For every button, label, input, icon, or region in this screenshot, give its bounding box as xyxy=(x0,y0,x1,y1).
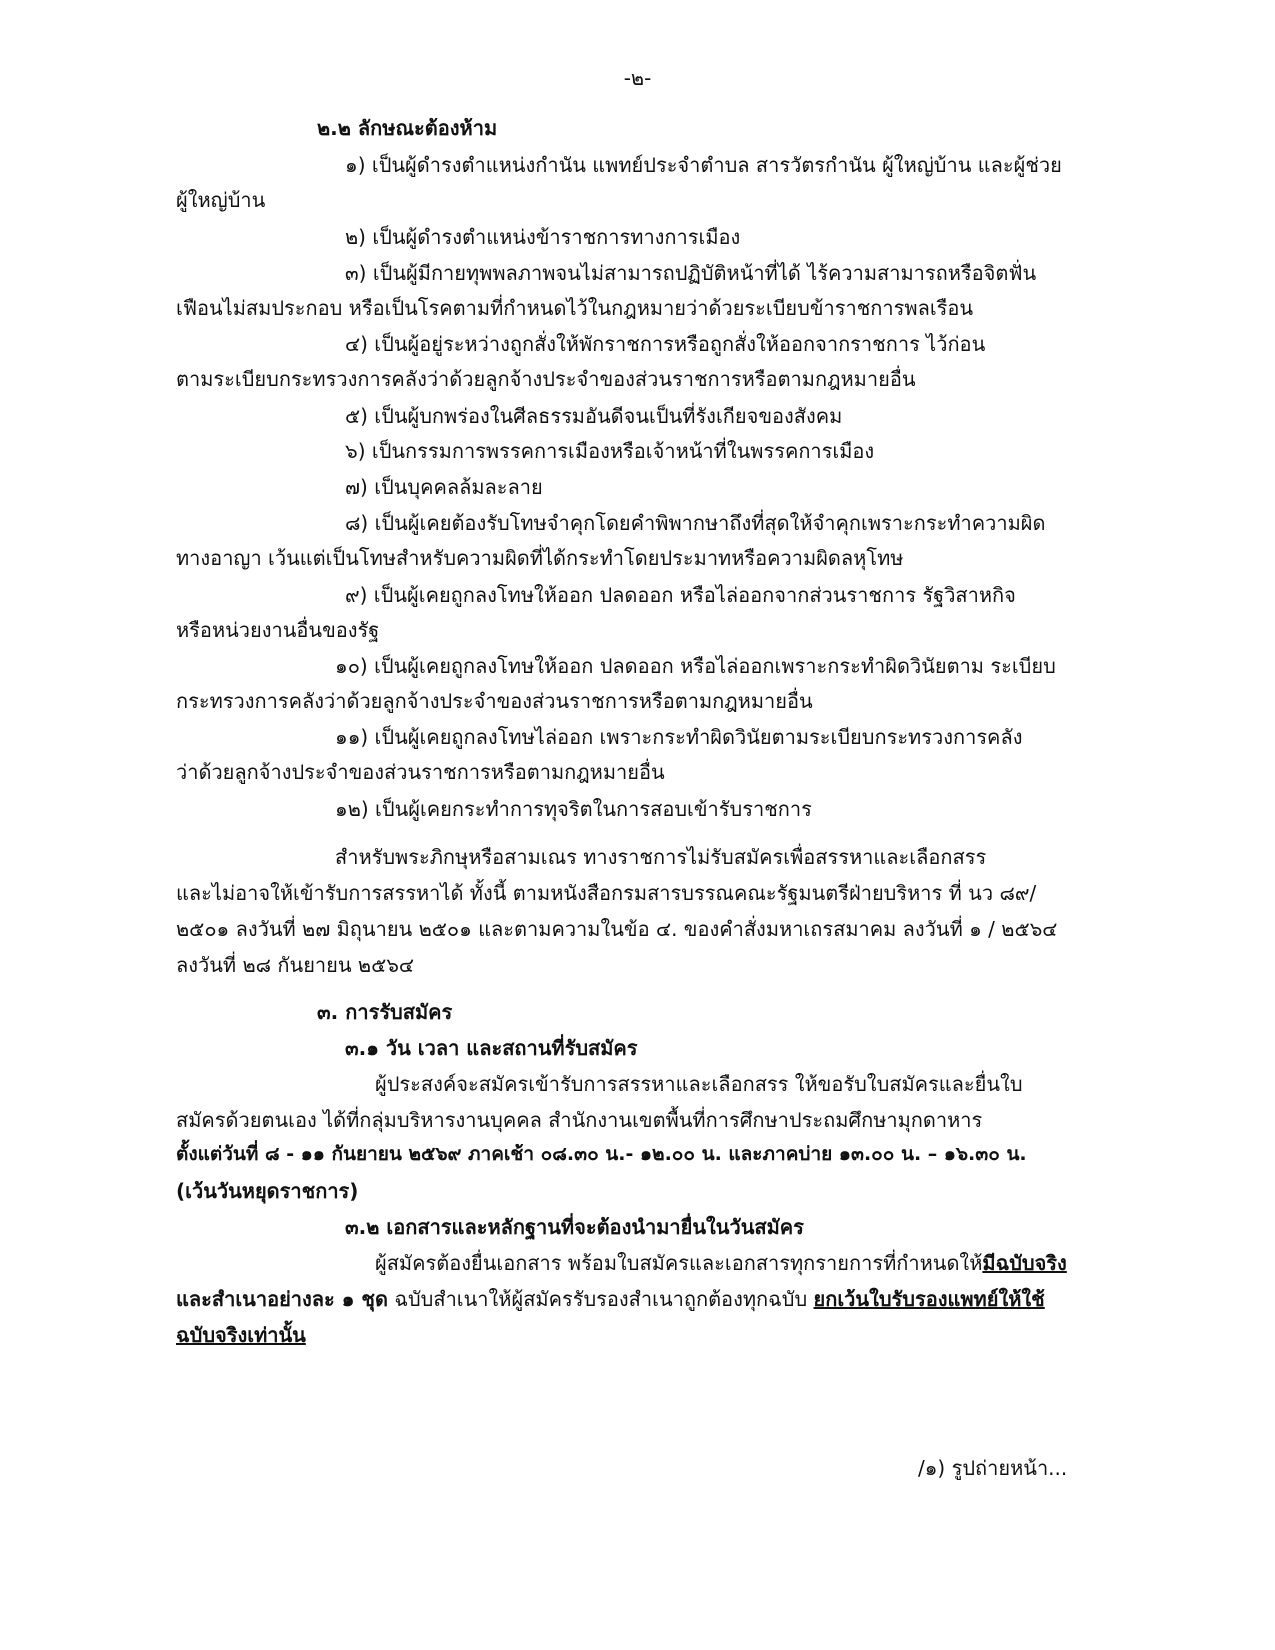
item-9-line-1: ๙) เป็นผู้เคยถูกลงโทษให้ออก ปลดออก หรือไล่ออกจากส่วนราชการ รัฐวิสาหกิจ xyxy=(345,583,1016,607)
section-3-heading: ๓. การรับสมัคร xyxy=(317,1000,453,1024)
item-10-line-2: กระทรวงการคลังว่าด้วยลูกจ้างประจำของส่วนราชการหรือตามกฎหมายอื่น xyxy=(176,689,813,713)
page-number: -๒- xyxy=(623,66,652,90)
item-6: ๖) เป็นกรรมการพรรคการเมืองหรือเจ้าหน้าที่ในพรรคการเมือง xyxy=(345,439,875,463)
item-4-line-1: ๔) เป็นผู้อยู่ระหว่างถูกสั่งให้พักราชการหรือถูกสั่งให้ออกจากราชการ ไว้ก่อน xyxy=(345,332,986,356)
item-10-line-1: ๑๐) เป็นผู้เคยถูกลงโทษให้ออก ปลดออก หรือไล่ออกเพราะกระทำผิดวินัยตาม ระเบียบ xyxy=(335,654,1056,678)
item-4-line-2: ตามระเบียบกระทรวงการคลังว่าด้วยลูกจ้างประจำของส่วนราชการหรือตามกฎหมายอื่น xyxy=(176,367,916,391)
section-3-1-heading: ๓.๑ วัน เวลา และสถานที่รับสมัคร xyxy=(345,1036,638,1060)
item-2: ๒) เป็นผู้ดำรงตำแหน่งข้าราชการทางการเมือง xyxy=(345,225,741,249)
monk-note-line-1: สำหรับพระภิกษุหรือสามเณร ทางราชการไม่รับสมัครเพื่อสรรหาและเลือกสรร xyxy=(335,845,987,869)
item-9-line-2: หรือหน่วยงานอื่นของรัฐ xyxy=(176,618,380,642)
section-3-2-line-1: ผู้สมัครต้องยื่นเอกสาร พร้อมใบสมัครและเอกสารทุกรายการที่กำหนดให้มีฉบับจริง xyxy=(375,1251,1067,1275)
section-3-2-line-2: และสำเนาอย่างละ ๑ ชุด ฉบับสำเนาให้ผู้สมัครรับรองสำเนาถูกต้องทุกฉบับ ยกเว้นใบรับรองแพทย์ให้ใช้ xyxy=(176,1287,1045,1311)
item-12: ๑๒) เป็นผู้เคยกระทำการทุจริตในการสอบเข้ารับราชการ xyxy=(335,797,812,821)
item-3-line-2: เฟือนไม่สมประกอบ หรือเป็นโรคตามที่กำหนดไว้ในกฎหมายว่าด้วยระเบียบข้าราชการพลเรือน xyxy=(176,296,974,320)
section-3-1-line-2: สมัครด้วยตนเอง ได้ที่กลุ่มบริหารงานบุคคล สำนักงานเขตพื้นที่การศึกษาประถมศึกษามุกดาหาร xyxy=(176,1108,983,1132)
monk-note-line-2: และไม่อาจให้เข้ารับการสรรหาได้ ทั้งนี้ ตามหนังสือกรมสารบรรณคณะรัฐมนตรีฝ่ายบริหาร ที่ นว ๘๙/ xyxy=(176,881,1037,905)
item-11-line-1: ๑๑) เป็นผู้เคยถูกลงโทษไล่ออก เพราะกระทำผิดวินัยตามระเบียบกระทรวงการคลัง xyxy=(335,725,1023,749)
item-1-line-2: ผู้ใหญ่บ้าน xyxy=(176,188,266,212)
original-copy-emphasis: มีฉบับจริง xyxy=(982,1251,1067,1275)
item-1-line-1: ๑) เป็นผู้ดำรงตำแหน่งกำนัน แพทย์ประจำตำบล สารวัตรกำนัน ผู้ใหญ่บ้าน และผู้ช่วย xyxy=(345,153,1062,177)
item-8-line-1: ๘) เป็นผู้เคยต้องรับโทษจำคุกโดยคำพิพากษาถึงที่สุดให้จำคุกเพราะกระทำความผิด xyxy=(345,511,1046,535)
item-5: ๕) เป็นผู้บกพร่องในศีลธรรมอันดีจนเป็นที่รังเกียจของสังคม xyxy=(345,404,843,428)
section-3-2-line-3: ฉบับจริงเท่านั้น xyxy=(176,1323,306,1347)
section-3-1-line-4: (เว้นวันหยุดราชการ) xyxy=(176,1179,359,1203)
item-7: ๗) เป็นบุคคลล้มละลาย xyxy=(345,475,543,499)
section-3-1-line-1: ผู้ประสงค์จะสมัครเข้ารับการสรรหาและเลือกสรร ให้ขอรับใบสมัครและยื่นใบ xyxy=(375,1072,1023,1096)
continuation-note: /๑) รูปถ่ายหน้า... xyxy=(918,1456,1068,1480)
item-3-line-1: ๓) เป็นผู้มีกายทุพพลภาพจนไม่สามารถปฏิบัติหน้าที่ได้ ไร้ความสามารถหรือจิตฟั่น xyxy=(345,261,1037,285)
monk-note-line-3: ๒๕๐๑ ลงวันที่ ๒๗ มิถุนายน ๒๕๐๑ และตามความในข้อ ๔. ของคำสั่งมหาเถรสมาคม ลงวันที่ ๑ / ๒๕๖๔ xyxy=(176,917,1058,941)
monk-note-line-4: ลงวันที่ ๒๘ กันยายน ๒๕๖๔ xyxy=(176,953,415,977)
item-8-line-2: ทางอาญา เว้นแต่เป็นโทษสำหรับความผิดที่ได้กระทำโดยประมาทหรือความผิดลหุโทษ xyxy=(176,546,904,570)
item-11-line-2: ว่าด้วยลูกจ้างประจำของส่วนราชการหรือตามกฎหมายอื่น xyxy=(176,760,665,784)
section-3-1-line-3: ตั้งแต่วันที่ ๘ - ๑๑ กันยายน ๒๕๖๙ ภาคเช้า ๐๘.๓๐ น.- ๑๒.๐๐ น. และภาคบ่าย ๑๓.๐๐ น. – ๑๖.๓๐ น. xyxy=(176,1143,1027,1165)
section-3-2-heading: ๓.๒ เอกสารและหลักฐานที่จะต้องนำมายื่นในวันสมัคร xyxy=(345,1215,804,1239)
medical-cert-exception: ยกเว้นใบรับรองแพทย์ให้ใช้ xyxy=(813,1287,1045,1311)
section-2-2-heading: ๒.๒ ลักษณะต้องห้าม xyxy=(317,116,498,140)
